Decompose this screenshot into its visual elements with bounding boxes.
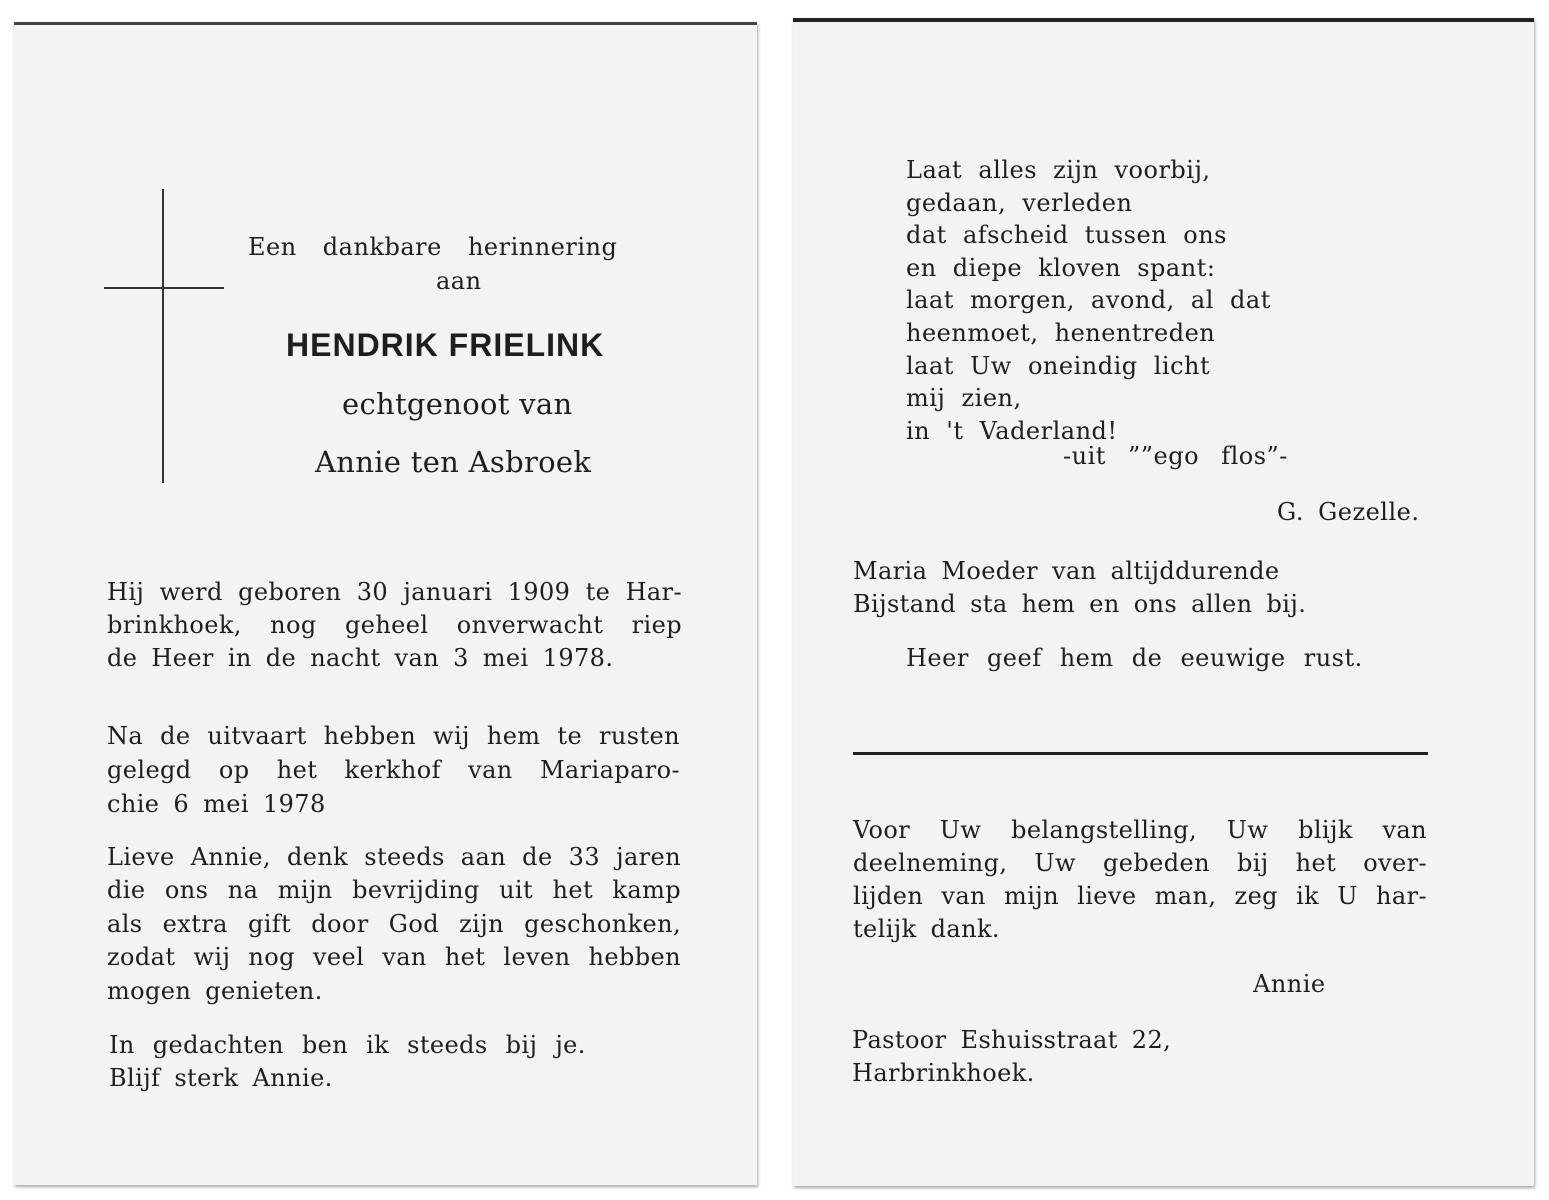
divider: [853, 752, 1428, 755]
text-line: brinkhoek, nog geheel onverwacht riep: [107, 611, 682, 639]
memorial-card-back: [793, 18, 1534, 1186]
text-line: Na de uitvaart hebben wij hem te rusten: [107, 722, 680, 750]
poem-line: Laat alles zijn voorbij,: [906, 156, 1211, 184]
text-line: Bijstand sta hem en ons allen bij.: [853, 590, 1307, 618]
spouse-name: Annie ten Asbroek: [315, 445, 592, 479]
text-line: Hij werd geboren 30 januari 1909 te Har-: [107, 578, 682, 606]
deceased-name: HENDRIK FRIELINK: [286, 327, 605, 363]
poet-name: G. Gezelle.: [1277, 498, 1420, 526]
text-line: Voor Uw belangstelling, Uw blijk van: [853, 816, 1427, 844]
text-line: deelneming, Uw gebeden bij het over-: [853, 849, 1427, 877]
poem-line: dat afscheid tussen ons: [906, 221, 1227, 250]
text-line: gelegd op het kerkhof van Mariaparo-: [107, 756, 680, 784]
text-line: Lieve Annie, denk steeds aan de 33 jaren: [107, 843, 681, 871]
cross-icon: [162, 189, 164, 483]
text-line: In gedachten ben ik steeds bij je.: [109, 1031, 586, 1059]
poem-line: laat morgen, avond, al dat: [906, 286, 1271, 315]
address-line-2: Harbrinkhoek.: [852, 1059, 1035, 1087]
poem-line: laat Uw oneindig licht: [906, 351, 1211, 380]
rest-prayer: Heer geef hem de eeuwige rust.: [906, 644, 1363, 672]
intro-line-1: Een dankbare herinnering: [248, 233, 618, 261]
text-line: mogen genieten.: [107, 977, 323, 1005]
text-line: telijk dank.: [853, 915, 1000, 943]
poem: [906, 154, 1271, 447]
text-line: als extra gift door God zijn geschonken,: [107, 910, 681, 938]
poem-line: gedaan, verleden: [906, 188, 1133, 217]
text-line: de Heer in de nacht van 3 mei 1978.: [107, 644, 614, 672]
text-line: lijden van mijn lieve man, zeg ik U har-: [853, 882, 1427, 910]
spouse-label: echtgenoot van: [342, 387, 573, 421]
address-line-1: Pastoor Eshuisstraat 22,: [852, 1026, 1172, 1054]
text-line: die ons na mijn bevrijding uit het kamp: [107, 876, 681, 904]
cross-icon-bar: [104, 287, 224, 289]
poem-line: mij zien,: [906, 384, 1022, 413]
intro-line-2: aan: [436, 267, 482, 295]
poem-line: in 't Vaderland!: [906, 416, 1118, 445]
text-line: chie 6 mei 1978: [107, 790, 326, 818]
poem-line: heenmoet, henentreden: [906, 318, 1216, 347]
poem-line: en diepe kloven spant:: [906, 253, 1216, 282]
memorial-card-front: [14, 22, 757, 1185]
text-line: Blijf sterk Annie.: [109, 1064, 333, 1092]
poem-source: -uit ””ego flos”-: [1063, 442, 1288, 470]
signature: Annie: [1253, 970, 1326, 998]
text-line: Maria Moeder van altijddurende: [853, 557, 1280, 585]
text-line: zodat wij nog veel van het leven hebben: [107, 943, 681, 971]
